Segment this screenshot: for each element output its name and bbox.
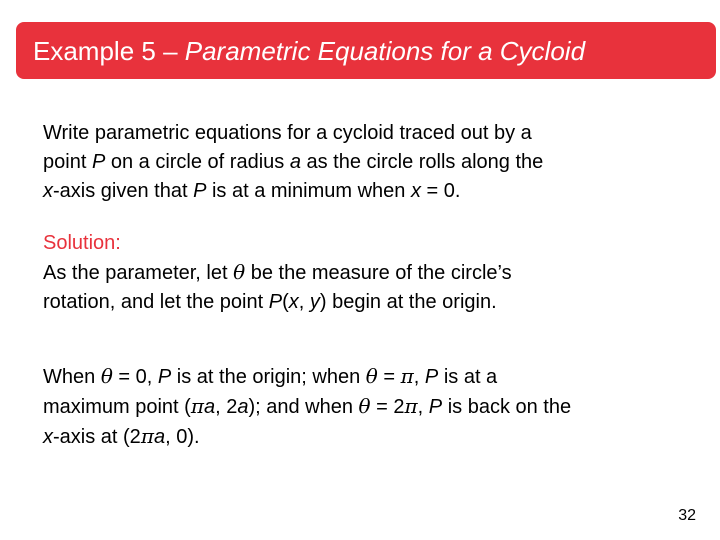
problem-text: = 0. — [420, 180, 461, 202]
var-y: y — [309, 291, 320, 313]
solution-block — [43, 229, 512, 317]
cases-text: = 0, — [112, 366, 158, 388]
cases-text: ); and when — [248, 396, 359, 418]
cases-text: = — [377, 366, 401, 388]
cases-text: is back on the — [442, 396, 572, 418]
cases-text: , — [417, 396, 429, 418]
solution-text: rotation, and let the point — [43, 291, 269, 313]
cases-text: -axis at (2 — [53, 426, 141, 448]
theta-symbol: θ — [358, 394, 371, 418]
solution-text: be the measure of the circle’s — [245, 262, 512, 284]
pi-symbol: π — [190, 394, 204, 418]
var-x: x — [43, 180, 53, 202]
var-a: a — [289, 151, 301, 173]
cases-text: maximum point ( — [43, 396, 191, 418]
problem-text: as the circle rolls along the — [300, 151, 544, 173]
cases-text: When — [43, 366, 101, 388]
var-a: a — [237, 396, 249, 418]
pi-symbol: π — [400, 364, 414, 388]
var-a: a — [203, 396, 216, 418]
var-x: x — [410, 180, 421, 202]
cases-text: , — [413, 366, 425, 388]
problem-statement — [43, 119, 543, 206]
slide-title-bar — [16, 22, 716, 79]
problem-text: on a circle of radius — [105, 151, 290, 173]
var-a: a — [153, 426, 166, 448]
pi-symbol: π — [404, 394, 418, 418]
theta-symbol: θ — [100, 364, 113, 388]
problem-line: Write parametric equations for a cycloid traced out by a — [43, 122, 532, 144]
cases-text: is at the origin; when — [171, 366, 366, 388]
cases-text: , 2 — [215, 396, 238, 418]
var-x: x — [288, 291, 299, 313]
theta-symbol: θ — [365, 364, 378, 388]
cases-text: = 2 — [370, 396, 405, 418]
slide-title-italic: Parametric Equations for a Cycloid — [184, 36, 586, 66]
solution-text: ) begin at the origin. — [319, 291, 497, 313]
var-P: P — [268, 291, 283, 313]
cases-text: is at a — [438, 366, 498, 388]
var-P: P — [91, 151, 106, 173]
var-P: P — [424, 366, 439, 388]
page-number: 32 — [678, 507, 696, 524]
problem-text: is at a minimum when — [206, 180, 411, 202]
theta-symbol: θ — [233, 260, 246, 284]
var-P: P — [157, 366, 172, 388]
slide-title-prefix: Example 5 – — [33, 36, 185, 66]
pi-symbol: π — [140, 424, 154, 448]
var-P: P — [193, 180, 207, 202]
solution-label: Solution: — [43, 232, 121, 254]
solution-text: , — [298, 291, 310, 313]
cases-text: , 0). — [165, 426, 200, 448]
solution-text: ( — [282, 291, 289, 313]
var-x: x — [43, 426, 53, 448]
solution-text: As the parameter, let — [43, 262, 234, 284]
problem-text: point — [43, 151, 92, 173]
cases-block — [43, 362, 571, 452]
problem-text: -axis given that — [53, 180, 194, 202]
var-P: P — [428, 396, 443, 418]
